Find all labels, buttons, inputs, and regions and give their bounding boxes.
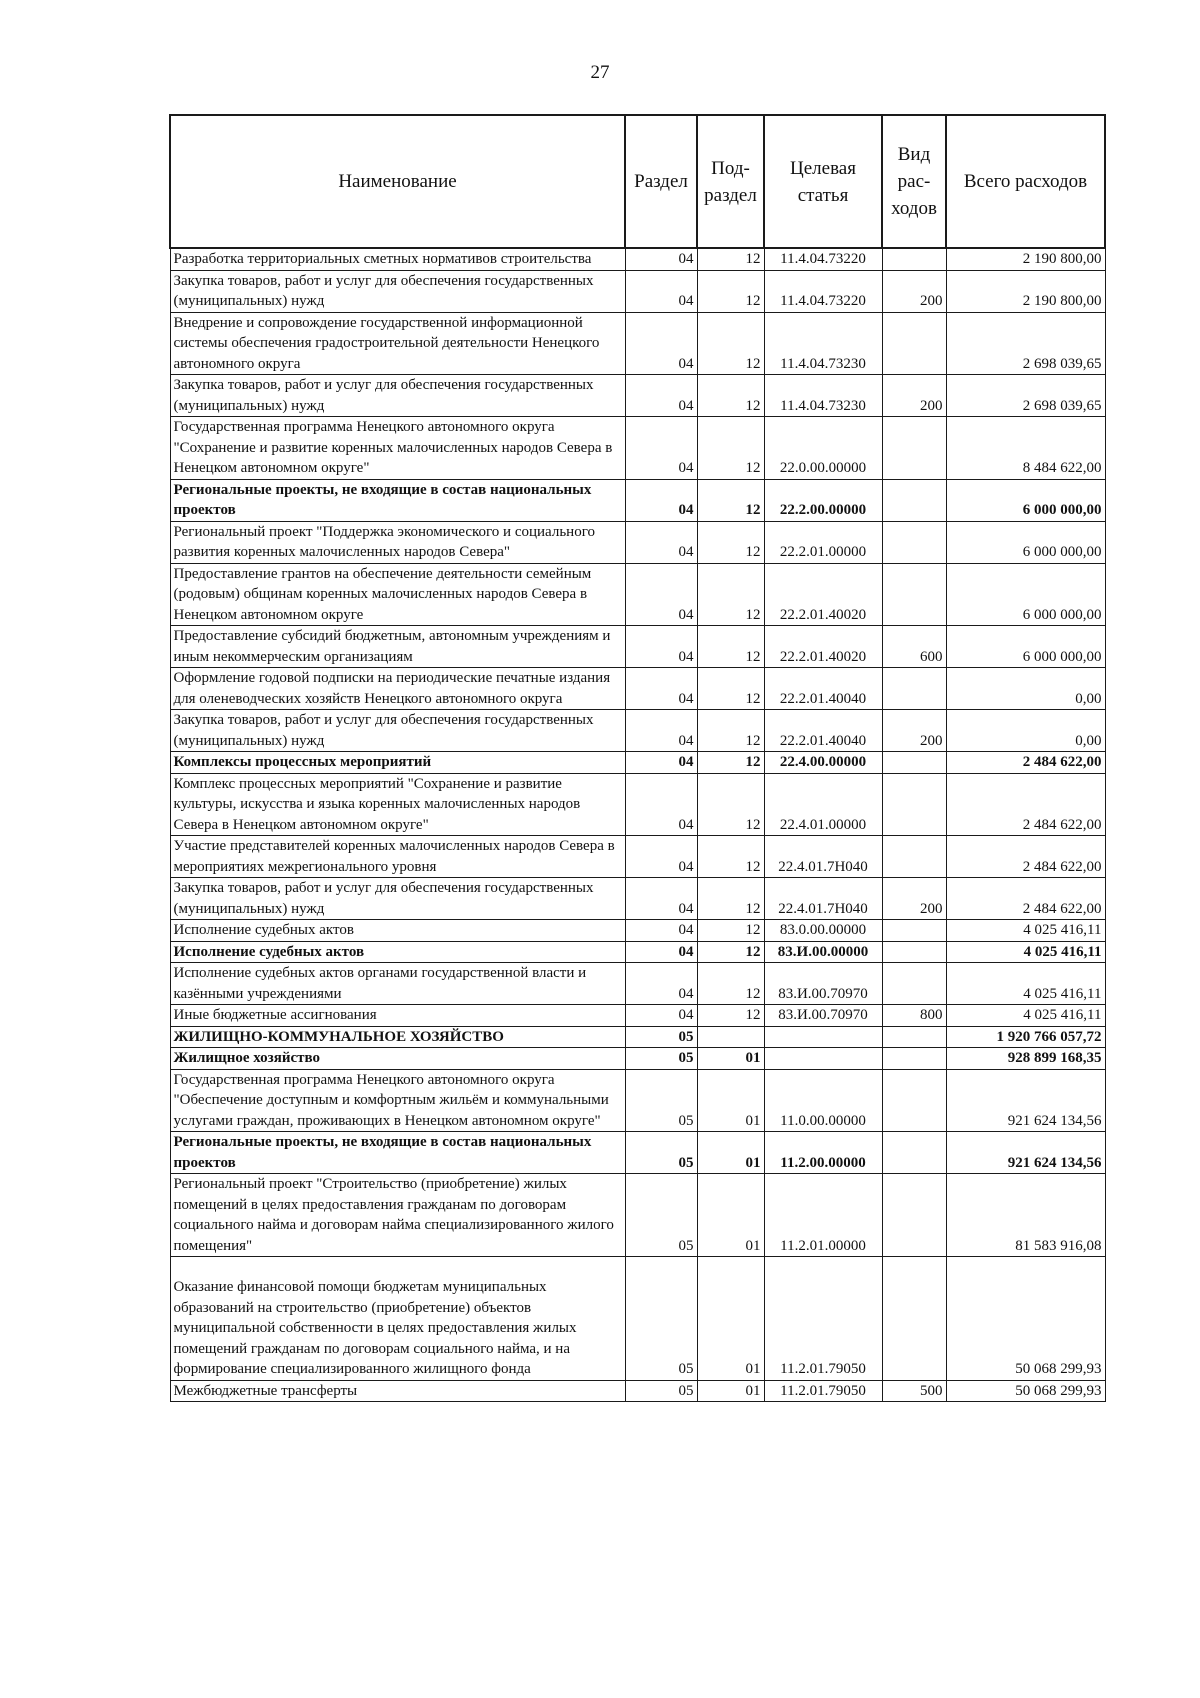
- row-section: 04: [625, 270, 697, 312]
- row-article: 11.4.04.73230: [764, 375, 882, 417]
- row-section: 04: [625, 920, 697, 942]
- row-article: 11.4.04.73220: [764, 270, 882, 312]
- row-total: 1 920 766 057,72: [946, 1026, 1105, 1048]
- row-subsection: 12: [697, 1005, 764, 1027]
- row-article: 22.4.01.7Н040: [764, 878, 882, 920]
- header-name: Наименование: [170, 115, 625, 248]
- table-body: [170, 248, 1105, 1402]
- row-section: 05: [625, 1132, 697, 1174]
- header-target-article: Целевая статья: [764, 115, 882, 248]
- table-row: [170, 1048, 1105, 1070]
- row-article: 11.2.01.79050: [764, 1257, 882, 1381]
- row-total: 2 698 039,65: [946, 312, 1105, 375]
- row-subsection: 12: [697, 963, 764, 1005]
- page-number: 27: [590, 62, 610, 83]
- row-subsection: 01: [697, 1380, 764, 1402]
- table-row: [170, 1174, 1105, 1257]
- table-row: [170, 1005, 1105, 1027]
- table-row: [170, 417, 1105, 480]
- row-subsection: 12: [697, 248, 764, 270]
- row-subsection: 12: [697, 668, 764, 710]
- row-total: 6 000 000,00: [946, 563, 1105, 626]
- row-name: Закупка товаров, работ и услуг для обеспечения государственных (муниципальных) нужд: [170, 375, 625, 417]
- row-section: 04: [625, 479, 697, 521]
- row-expense-type: [882, 1026, 946, 1048]
- row-section: 04: [625, 752, 697, 774]
- row-section: 04: [625, 626, 697, 668]
- row-article: 22.2.01.40040: [764, 668, 882, 710]
- row-subsection: 01: [697, 1257, 764, 1381]
- row-expense-type: [882, 248, 946, 270]
- row-article: 11.4.04.73230: [764, 312, 882, 375]
- row-expense-type: [882, 563, 946, 626]
- row-expense-type: 200: [882, 878, 946, 920]
- row-article: 22.2.01.00000: [764, 521, 882, 563]
- table-row: [170, 941, 1105, 963]
- row-subsection: 12: [697, 710, 764, 752]
- row-article: 11.2.00.00000: [764, 1132, 882, 1174]
- row-total: 50 068 299,93: [946, 1380, 1105, 1402]
- row-section: 04: [625, 417, 697, 480]
- row-name: Разработка территориальных сметных нормативов строительства: [170, 248, 625, 270]
- row-section: 05: [625, 1069, 697, 1132]
- row-name: Закупка товаров, работ и услуг для обеспечения государственных (муниципальных) нужд: [170, 710, 625, 752]
- row-name: Государственная программа Ненецкого автономного округа "Сохранение и развитие коренных малочисленных народов Севера в Ненецком автономном округе": [170, 417, 625, 480]
- row-expense-type: 600: [882, 626, 946, 668]
- row-article: 11.4.04.73220: [764, 248, 882, 270]
- row-total: 4 025 416,11: [946, 920, 1105, 942]
- table-row: [170, 1026, 1105, 1048]
- row-section: 04: [625, 563, 697, 626]
- row-name: Региональные проекты, не входящие в состав национальных проектов: [170, 479, 625, 521]
- table-row: [170, 710, 1105, 752]
- row-subsection: 01: [697, 1048, 764, 1070]
- row-total: 2 484 622,00: [946, 773, 1105, 836]
- row-subsection: 12: [697, 773, 764, 836]
- row-total: 50 068 299,93: [946, 1257, 1105, 1381]
- row-subsection: 12: [697, 941, 764, 963]
- row-section: 05: [625, 1380, 697, 1402]
- row-subsection: 12: [697, 375, 764, 417]
- header-expense-type: Вид рас-ходов: [882, 115, 946, 248]
- table-row: [170, 1257, 1105, 1381]
- row-name: Исполнение судебных актов органами государственной власти и казёнными учреждениями: [170, 963, 625, 1005]
- row-article: 22.2.00.00000: [764, 479, 882, 521]
- row-article: 11.2.01.00000: [764, 1174, 882, 1257]
- table-row: [170, 375, 1105, 417]
- row-expense-type: [882, 1132, 946, 1174]
- row-article: 22.4.01.7Н040: [764, 836, 882, 878]
- row-name: Закупка товаров, работ и услуг для обеспечения государственных (муниципальных) нужд: [170, 878, 625, 920]
- row-name: Региональный проект "Строительство (приобретение) жилых помещений в целях предоставления гражданам по договорам социального найма и договорам найма специализированного жилого помещения": [170, 1174, 625, 1257]
- row-expense-type: [882, 1174, 946, 1257]
- row-expense-type: 500: [882, 1380, 946, 1402]
- row-total: 6 000 000,00: [946, 479, 1105, 521]
- row-total: 6 000 000,00: [946, 521, 1105, 563]
- row-name: Исполнение судебных актов: [170, 941, 625, 963]
- table-row: [170, 836, 1105, 878]
- row-article: 22.4.00.00000: [764, 752, 882, 774]
- row-expense-type: [882, 920, 946, 942]
- row-name: Региональный проект "Поддержка экономического и социального развития коренных малочисленных народов Севера": [170, 521, 625, 563]
- row-expense-type: [882, 963, 946, 1005]
- row-subsection: 01: [697, 1069, 764, 1132]
- row-subsection: 01: [697, 1174, 764, 1257]
- row-article: 22.2.01.40040: [764, 710, 882, 752]
- table-row: [170, 563, 1105, 626]
- row-subsection: [697, 1026, 764, 1048]
- row-total: 81 583 916,08: [946, 1174, 1105, 1257]
- row-article: 11.0.00.00000: [764, 1069, 882, 1132]
- row-total: 928 899 168,35: [946, 1048, 1105, 1070]
- header-subsection: Под-раздел: [697, 115, 764, 248]
- row-expense-type: 200: [882, 375, 946, 417]
- row-name: Внедрение и сопровождение государственной информационной системы обеспечения градостроительной деятельности Ненецкого автономного округа: [170, 312, 625, 375]
- row-expense-type: 800: [882, 1005, 946, 1027]
- row-article: 83.И.00.70970: [764, 963, 882, 1005]
- table-row: [170, 312, 1105, 375]
- row-name: Участие представителей коренных малочисленных народов Севера в мероприятиях межрегионального уровня: [170, 836, 625, 878]
- row-section: 04: [625, 836, 697, 878]
- row-section: 04: [625, 668, 697, 710]
- row-total: 6 000 000,00: [946, 626, 1105, 668]
- row-total: 2 698 039,65: [946, 375, 1105, 417]
- table-row: [170, 668, 1105, 710]
- row-name: Комплексы процессных мероприятий: [170, 752, 625, 774]
- row-section: 04: [625, 312, 697, 375]
- row-total: 921 624 134,56: [946, 1132, 1105, 1174]
- row-expense-type: [882, 312, 946, 375]
- row-name: Межбюджетные трансферты: [170, 1380, 625, 1402]
- row-article: [764, 1048, 882, 1070]
- row-section: 04: [625, 963, 697, 1005]
- row-total: 2 190 800,00: [946, 248, 1105, 270]
- row-expense-type: [882, 1257, 946, 1381]
- row-subsection: 12: [697, 626, 764, 668]
- row-section: 05: [625, 1174, 697, 1257]
- row-expense-type: [882, 836, 946, 878]
- row-subsection: 01: [697, 1132, 764, 1174]
- row-article: 22.2.01.40020: [764, 563, 882, 626]
- row-expense-type: [882, 668, 946, 710]
- row-name: Оказание финансовой помощи бюджетам муниципальных образований на строительство (приобретение) объектов муниципальной собственности в целях предоставления жилых помещений гражданам по договорам социального найма, и на формирование специализированного жилищного фонда: [170, 1257, 625, 1381]
- row-total: 0,00: [946, 710, 1105, 752]
- row-total: 2 484 622,00: [946, 836, 1105, 878]
- table-row: [170, 920, 1105, 942]
- row-section: 04: [625, 1005, 697, 1027]
- table-row: [170, 248, 1105, 270]
- row-total: 921 624 134,56: [946, 1069, 1105, 1132]
- row-subsection: 12: [697, 417, 764, 480]
- row-total: 4 025 416,11: [946, 941, 1105, 963]
- row-subsection: 12: [697, 836, 764, 878]
- row-article: 83.0.00.00000: [764, 920, 882, 942]
- row-total: 2 484 622,00: [946, 878, 1105, 920]
- row-total: 2 484 622,00: [946, 752, 1105, 774]
- row-expense-type: 200: [882, 270, 946, 312]
- row-subsection: 12: [697, 563, 764, 626]
- row-name: ЖИЛИЩНО-КОММУНАЛЬНОЕ ХОЗЯЙСТВО: [170, 1026, 625, 1048]
- row-expense-type: [882, 479, 946, 521]
- header-total: Всего расходов: [946, 115, 1105, 248]
- row-section: 05: [625, 1257, 697, 1381]
- table-row: [170, 270, 1105, 312]
- row-article: 22.0.00.00000: [764, 417, 882, 480]
- row-total: 4 025 416,11: [946, 1005, 1105, 1027]
- row-expense-type: [882, 773, 946, 836]
- row-name: Исполнение судебных актов: [170, 920, 625, 942]
- row-name: Государственная программа Ненецкого автономного округа "Обеспечение доступным и комфортным жильём и коммунальными услугами граждан, проживающих в Ненецком автономном округе": [170, 1069, 625, 1132]
- header-section: Раздел: [625, 115, 697, 248]
- row-name: Жилищное хозяйство: [170, 1048, 625, 1070]
- row-section: 04: [625, 773, 697, 836]
- row-subsection: 12: [697, 752, 764, 774]
- row-total: 2 190 800,00: [946, 270, 1105, 312]
- row-section: 04: [625, 248, 697, 270]
- row-article: 22.2.01.40020: [764, 626, 882, 668]
- row-name: Закупка товаров, работ и услуг для обеспечения государственных (муниципальных) нужд: [170, 270, 625, 312]
- budget-table: [169, 114, 1106, 1402]
- row-total: 4 025 416,11: [946, 963, 1105, 1005]
- row-total: 8 484 622,00: [946, 417, 1105, 480]
- row-subsection: 12: [697, 920, 764, 942]
- row-expense-type: [882, 752, 946, 774]
- row-subsection: 12: [697, 312, 764, 375]
- table-row: [170, 878, 1105, 920]
- table-row: [170, 963, 1105, 1005]
- row-section: 04: [625, 375, 697, 417]
- table-row: [170, 479, 1105, 521]
- table-row: [170, 1069, 1105, 1132]
- row-article: 22.4.01.00000: [764, 773, 882, 836]
- row-subsection: 12: [697, 270, 764, 312]
- row-name: Оформление годовой подписки на периодические печатные издания для оленеводческих хозяйств Ненецкого автономного округа: [170, 668, 625, 710]
- row-section: 04: [625, 710, 697, 752]
- row-article: 83.И.00.00000: [764, 941, 882, 963]
- row-expense-type: [882, 521, 946, 563]
- row-section: 04: [625, 521, 697, 563]
- row-expense-type: [882, 1069, 946, 1132]
- row-article: 11.2.01.79050: [764, 1380, 882, 1402]
- row-name: Предоставление субсидий бюджетным, автономным учреждениям и иным некоммерческим организациям: [170, 626, 625, 668]
- row-subsection: 12: [697, 521, 764, 563]
- row-subsection: 12: [697, 878, 764, 920]
- row-article: [764, 1026, 882, 1048]
- row-expense-type: [882, 1048, 946, 1070]
- row-name: Региональные проекты, не входящие в состав национальных проектов: [170, 1132, 625, 1174]
- row-subsection: 12: [697, 479, 764, 521]
- table-row: [170, 752, 1105, 774]
- row-expense-type: [882, 941, 946, 963]
- row-expense-type: [882, 417, 946, 480]
- table-header-row: [170, 115, 1105, 248]
- table-row: [170, 626, 1105, 668]
- row-name: Предоставление грантов на обеспечение деятельности семейным (родовым) общинам коренных малочисленных народов Севера в Ненецком автономном округе: [170, 563, 625, 626]
- row-total: 0,00: [946, 668, 1105, 710]
- row-article: 83.И.00.70970: [764, 1005, 882, 1027]
- row-section: 05: [625, 1026, 697, 1048]
- row-name: Комплекс процессных мероприятий "Сохранение и развитие культуры, искусства и языка коренных малочисленных народов Севера в Ненецком автономном округе": [170, 773, 625, 836]
- table-row: [170, 521, 1105, 563]
- row-expense-type: 200: [882, 710, 946, 752]
- table-row: [170, 1132, 1105, 1174]
- row-section: 04: [625, 941, 697, 963]
- table-row: [170, 1380, 1105, 1402]
- row-name: Иные бюджетные ассигнования: [170, 1005, 625, 1027]
- table-row: [170, 773, 1105, 836]
- row-section: 04: [625, 878, 697, 920]
- row-section: 05: [625, 1048, 697, 1070]
